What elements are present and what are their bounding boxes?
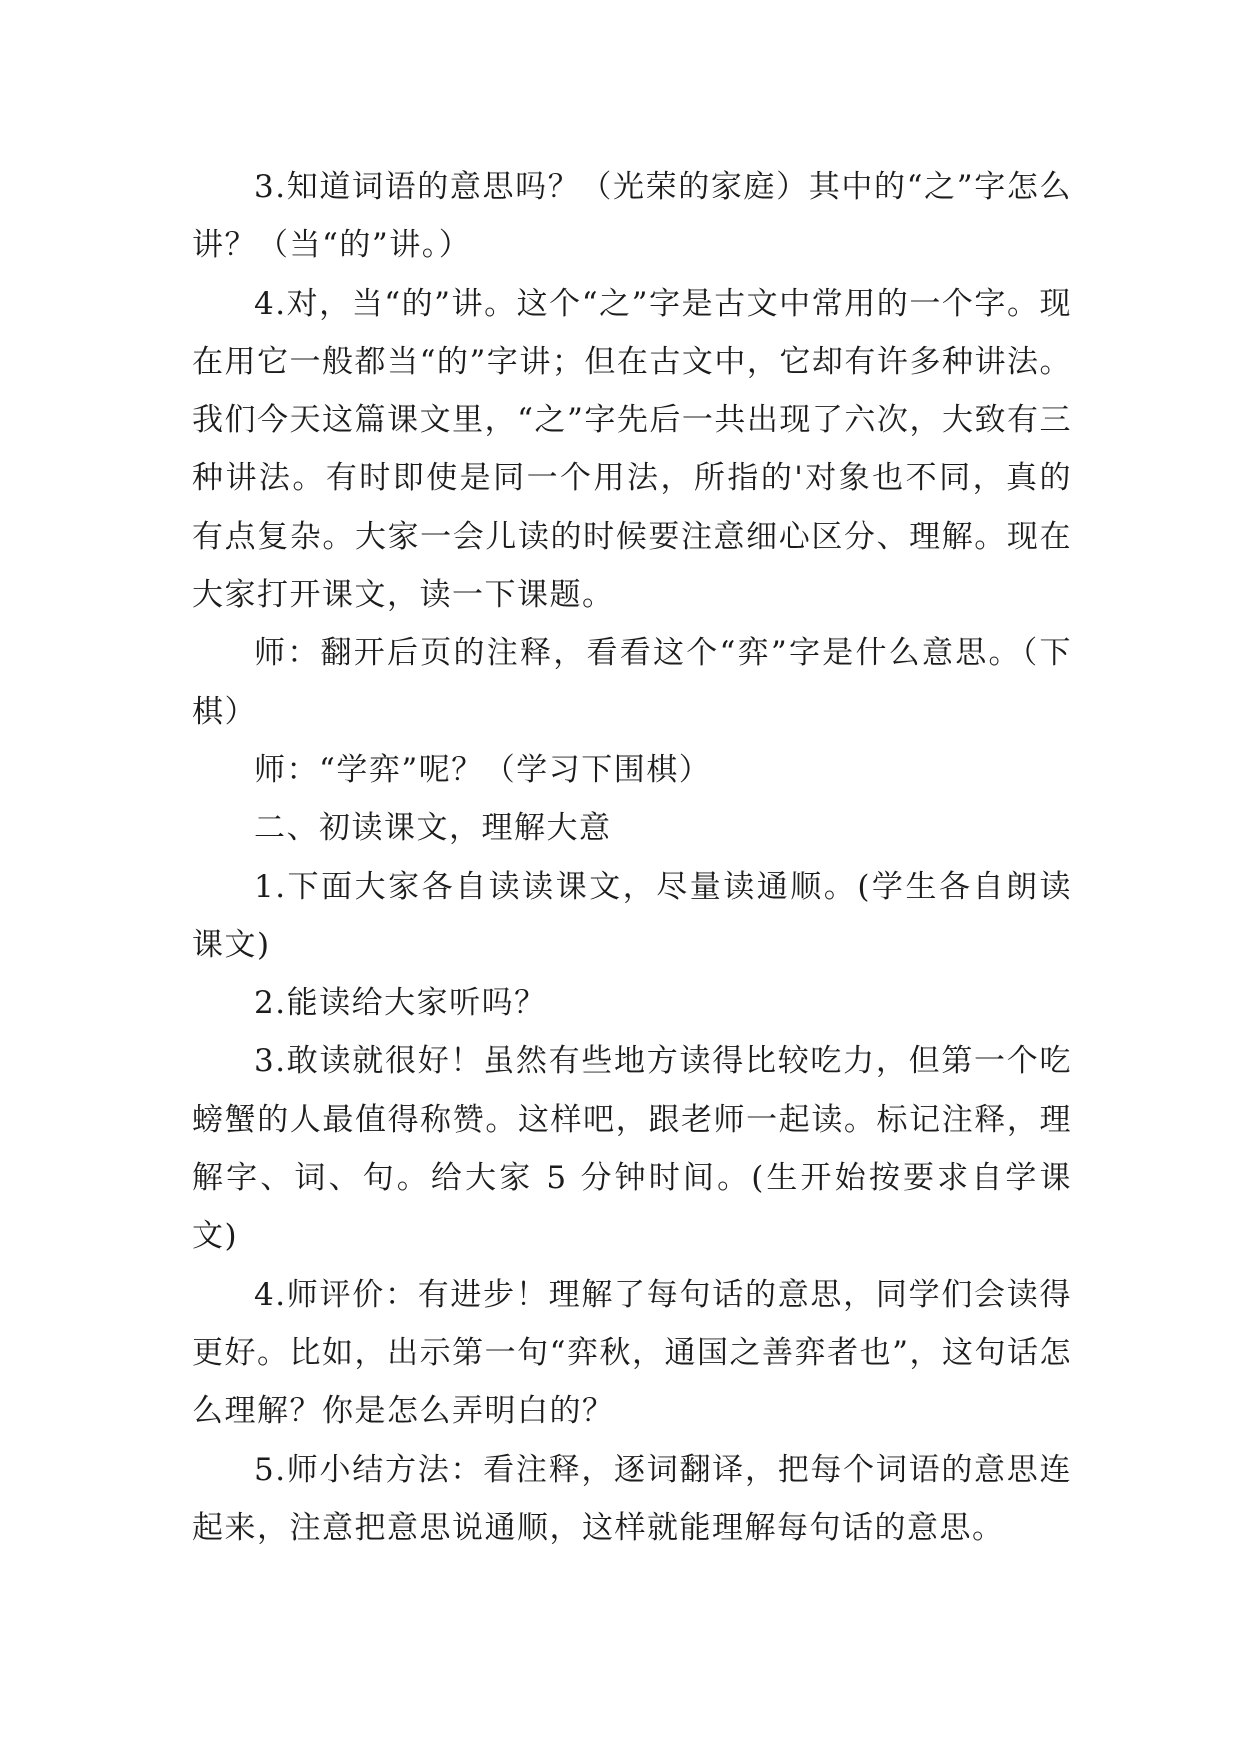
paragraph-6: 1.下面大家各自读读课文，尽量读通顺。(学生各自朗读课文) bbox=[192, 868, 1072, 963]
paragraph-4: 师：“学弈”呢？（学习下围棋） bbox=[254, 751, 712, 788]
section-heading: 二、初读课文，理解大意 bbox=[254, 810, 612, 847]
paragraph-2: 4.对，当“的”讲。这个“之”字是古文中常用的一个字。现在用它一般都当“的”字讲；但在古文中，它却有许多种讲法。我们今天这篇课文里，“之”字先后一共出现了六次，大致有三种讲法。有时即使是同一个用法，所指的'对象也不同，真的有点复杂。大家一会儿读的时候要注意细心区分、理解。现在大家打开课文，读一下课题。 bbox=[192, 285, 1072, 614]
paragraph-10: 5.师小结方法：看注释，逐词翻译，把每个词语的意思连起来，注意把意思说通顺，这样就能理解每句话的意思。 bbox=[192, 1451, 1072, 1546]
document-body bbox=[192, 158, 1072, 1557]
paragraph-3: 师：翻开后页的注释，看看这个“弈”字是什么意思。（下棋） bbox=[192, 635, 1072, 730]
paragraph-7: 2.能读给大家听吗？ bbox=[254, 985, 547, 1022]
paragraph-9: 4.师评价：有进步！理解了每句话的意思，同学们会读得更好。比如，出示第一句“弈秋，通国之善弈者也”，这句话怎么理解？你是怎么弄明白的？ bbox=[192, 1276, 1072, 1430]
paragraph-1: 3.知道词语的意思吗？（光荣的家庭）其中的“之”字怎么讲？（当“的”讲。） bbox=[192, 169, 1072, 264]
paragraph-8: 3.敢读就很好！虽然有些地方读得比较吃力，但第一个吃螃蟹的人最值得称赞。这样吧，跟老师一起读。标记注释，理解字、词、句。给大家 5 分钟时间。(生开始按要求自学课文) bbox=[192, 1043, 1072, 1255]
